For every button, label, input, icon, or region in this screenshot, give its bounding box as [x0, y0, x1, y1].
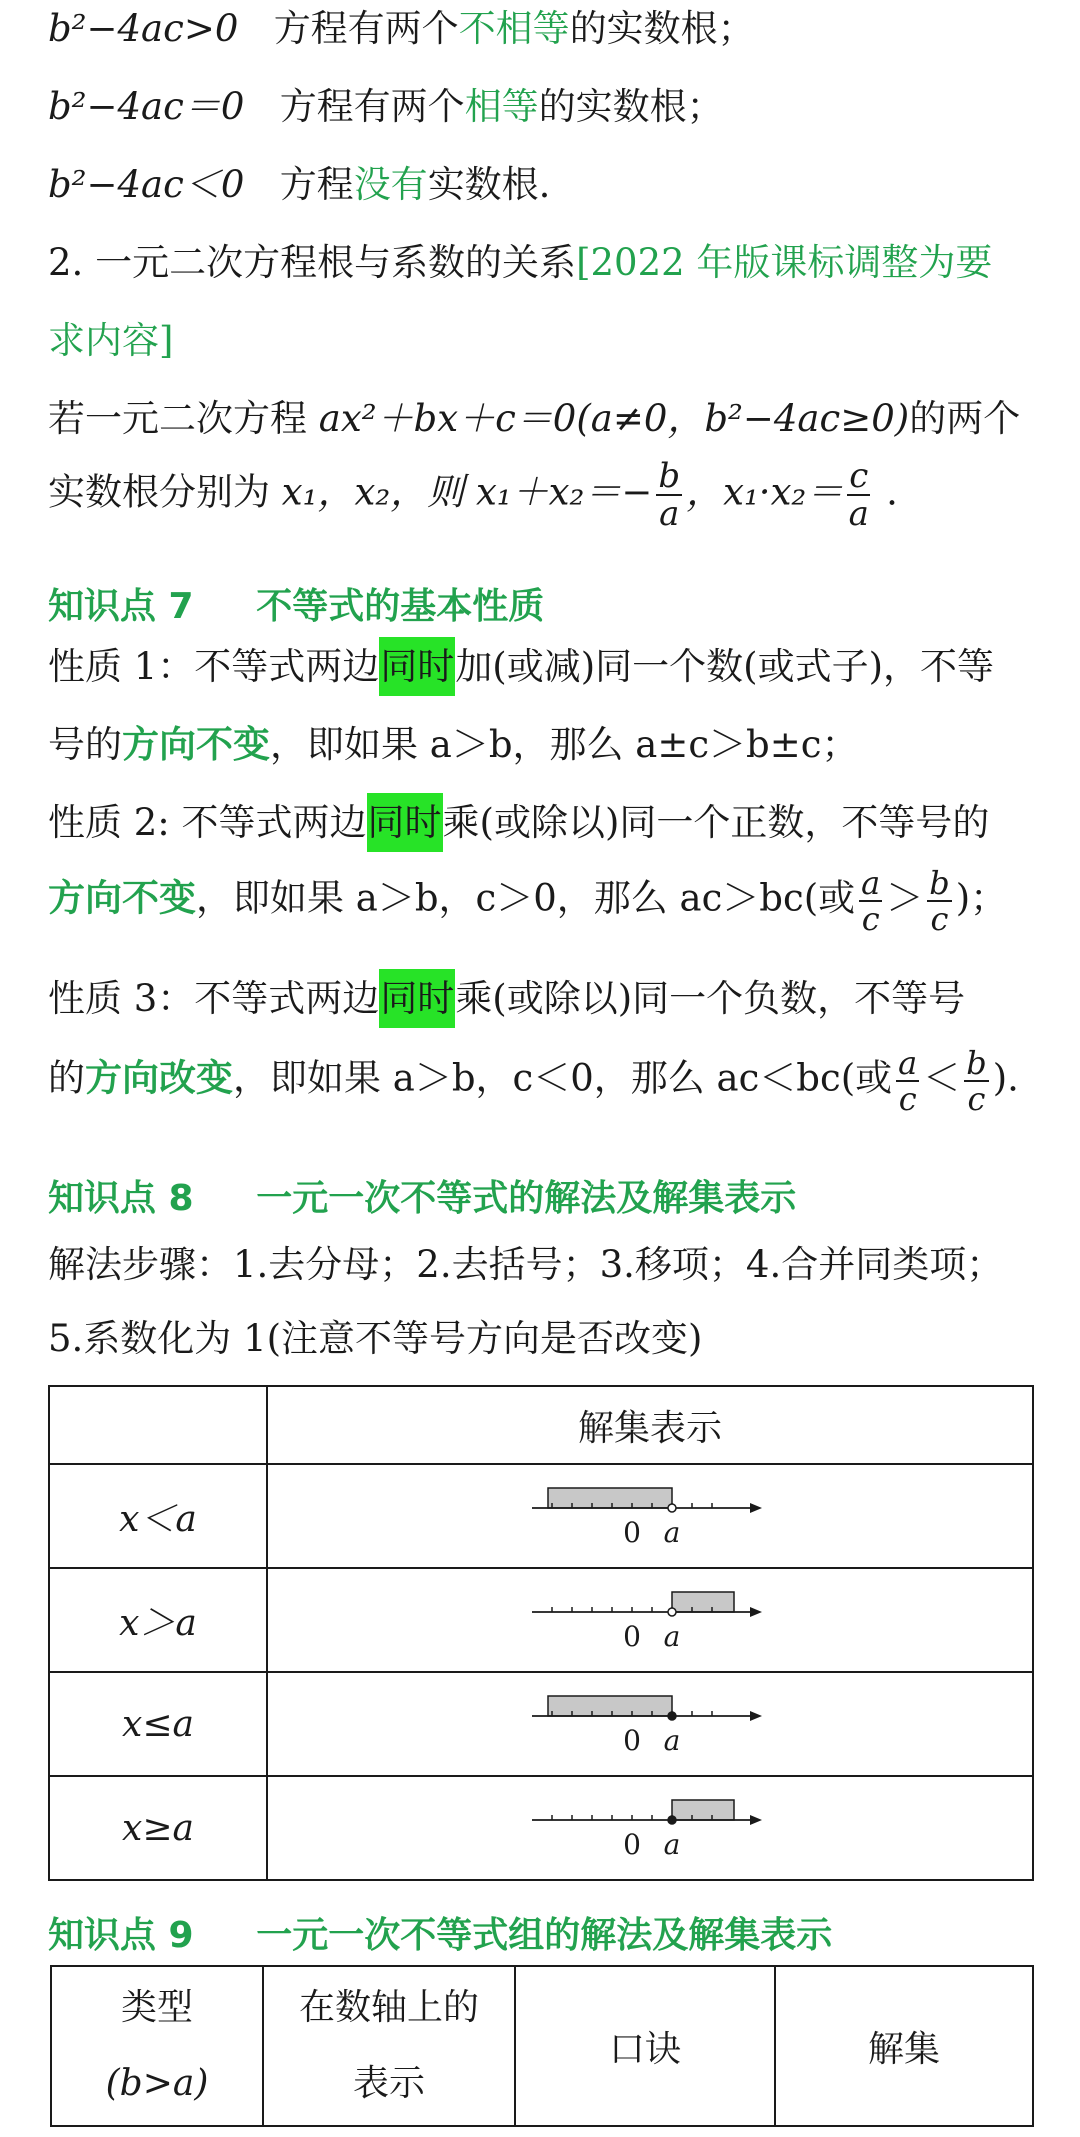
denominator: a: [659, 494, 680, 534]
header-type: [51, 1966, 263, 2126]
section2-text: 的两个: [909, 397, 1021, 440]
discriminant-pre: 方程有两个: [273, 7, 459, 50]
kp7-label: 知识点 7: [48, 586, 194, 627]
fraction-c-over-a: [847, 458, 870, 532]
axis-arrow: [750, 1503, 762, 1513]
open-point: [668, 1608, 676, 1616]
highlight-tongshi: 同时: [379, 969, 455, 1028]
discriminant-post: 的实数根；: [569, 7, 755, 50]
condition: x＞a: [119, 1602, 197, 1644]
period: .: [874, 470, 898, 514]
zero-label: 0: [623, 1516, 641, 1549]
denominator: c: [967, 1080, 986, 1118]
property3-line-1: [48, 977, 966, 1020]
property-text: ，即如果 a＞b，c＞0，那么 ac＞bc(或: [196, 876, 856, 920]
discriminant-post: 的实数根；: [538, 85, 724, 128]
numberline-cell: [267, 1672, 1033, 1776]
property3-line-2: [48, 1046, 1019, 1116]
axis-arrow: [750, 1815, 762, 1825]
condition-cell: [49, 1776, 267, 1880]
direction-changed: 方向改变: [85, 1055, 233, 1100]
property-text: ，即如果 a＞b，c＜0，那么 ac＜bc(或: [233, 1056, 893, 1100]
header-type-label: 类型: [120, 1987, 193, 2028]
root-sum: x₁＋x₂＝−: [475, 470, 653, 514]
header-mnemonic: 口诀: [515, 1966, 775, 2126]
property2-line-1: [48, 801, 990, 844]
section2-text: 若一元二次方程: [48, 397, 319, 440]
discriminant-expr: b²−4ac>0: [48, 7, 239, 50]
solution-region: [548, 1488, 672, 1508]
condition: x≤a: [122, 1703, 194, 1745]
discriminant-line-2: [48, 85, 724, 128]
numberline-cell: [267, 1776, 1033, 1880]
fraction-b-over-c: [964, 1046, 988, 1116]
fraction-b-over-c: [927, 866, 951, 936]
number-line-2: [530, 1684, 770, 1764]
quadratic-equation: ax²＋bx＋c＝0(a≠0，b²−4ac≥0): [318, 397, 910, 440]
property-text: 乘(或除以)同一个负数，不等号: [455, 977, 966, 1020]
discriminant-line-3: [48, 163, 551, 206]
kp8-label: 知识点 8: [48, 1178, 194, 1219]
kp9-heading: [48, 1907, 832, 1958]
header-numberline: [263, 1966, 515, 2126]
number-line-1: [530, 1580, 770, 1660]
section2-text: 实数根分别为: [48, 470, 282, 514]
denominator: a: [848, 494, 869, 534]
table-row: [49, 1672, 1033, 1776]
open-point: [668, 1504, 676, 1512]
table-row: [49, 1776, 1033, 1880]
numerator: b: [966, 1044, 987, 1082]
section2-line-2: [48, 458, 898, 532]
steps-line-2: 5.系数化为 1(注意不等号方向是否改变): [48, 1317, 703, 1360]
discriminant-emphasis: 不相等: [458, 7, 570, 50]
numerator: a: [898, 1044, 918, 1082]
number-line-3: [530, 1788, 770, 1868]
zero-label: 0: [623, 1620, 641, 1653]
a-label: a: [663, 1724, 681, 1757]
closed-point: [668, 1816, 676, 1824]
inequality-system-table: [50, 1965, 1034, 2127]
property-text: 性质 3：不等式两边: [48, 977, 380, 1020]
section2-title-line: [48, 241, 993, 284]
property-text: ).: [992, 1056, 1019, 1100]
condition-cell: [49, 1568, 267, 1672]
kp9-label: 知识点 9: [48, 1915, 194, 1956]
discriminant-expr: b²−4ac＝0: [48, 85, 245, 128]
solution-region: [672, 1800, 734, 1820]
property-text: 号的: [48, 723, 122, 766]
kp9-title: 一元一次不等式组的解法及解集表示: [256, 1915, 833, 1956]
property2-line-2: [48, 866, 1007, 936]
denominator: c: [898, 1080, 917, 1118]
zero-label: 0: [623, 1724, 641, 1757]
numberline-cell: [267, 1568, 1033, 1672]
table-row: [49, 1464, 1033, 1568]
property-text: 性质 2: 不等式两边: [48, 801, 367, 844]
numerator: b: [658, 456, 681, 496]
header-blank: [49, 1386, 267, 1464]
property-text: 性质 1：不等式两边: [48, 645, 380, 688]
roots: x₁，x₂，则: [281, 470, 465, 514]
root-product: ，x₁·x₂＝: [686, 470, 844, 514]
header-type-condition: (b>a): [105, 2063, 209, 2104]
header-solution-set: 解集表示: [267, 1386, 1033, 1464]
condition: x＜a: [119, 1498, 197, 1540]
property-text: 的: [48, 1056, 85, 1100]
closed-point: [668, 1712, 676, 1720]
header-numberline-line1: 在数轴上的: [298, 1987, 479, 2028]
kp8-heading: [48, 1170, 796, 1221]
table-row: [49, 1568, 1033, 1672]
property1-line-1: [48, 645, 995, 688]
section2-title: 2. 一元二次方程根与系数的关系: [48, 241, 577, 284]
solution-set-table: [48, 1385, 1034, 1881]
kp7-heading: [48, 578, 544, 629]
condition: x≥a: [122, 1807, 194, 1849]
steps-line-1: 解法步骤：1.去分母；2.去括号；3.移项；4.合并同类项；: [48, 1243, 1004, 1286]
direction-unchanged: 方向不变: [48, 875, 196, 920]
property1-line-2: [48, 722, 859, 766]
highlight-tongshi: 同时: [367, 793, 443, 852]
property-text: ，即如果 a＞b，那么 a±c＞b±c；: [270, 723, 859, 766]
condition-cell: [49, 1672, 267, 1776]
a-label: a: [663, 1828, 681, 1861]
table-header-row: [51, 1966, 1033, 2126]
numerator: a: [861, 864, 881, 902]
section2-line-1: [48, 397, 1021, 440]
denominator: c: [930, 900, 949, 938]
fraction-a-over-c: [859, 866, 882, 936]
property-text: )；: [955, 876, 1008, 920]
condition-cell: [49, 1464, 267, 1568]
a-label: a: [663, 1620, 681, 1653]
property-text: 加(或减)同一个数(或式子)，不等: [455, 645, 995, 688]
kp7-title: 不等式的基本性质: [256, 586, 545, 627]
solution-region: [672, 1592, 734, 1612]
discriminant-line-1: [48, 7, 755, 50]
property-text: 乘(或除以)同一个正数，不等号的: [442, 801, 990, 844]
discriminant-emphasis: 没有: [353, 163, 428, 206]
discriminant-pre: 方程: [279, 163, 354, 206]
zero-label: 0: [623, 1828, 641, 1861]
discriminant-pre: 方程有两个: [279, 85, 465, 128]
numerator: c: [849, 456, 869, 496]
highlight-tongshi: 同时: [379, 637, 455, 696]
table-header-row: [49, 1386, 1033, 1464]
a-label: a: [663, 1516, 681, 1549]
discriminant-post: 实数根.: [427, 163, 551, 206]
discriminant-expr: b²−4ac＜0: [48, 163, 245, 206]
numberline-cell: [267, 1464, 1033, 1568]
operator: ＜: [923, 1056, 961, 1100]
fraction-b-over-a: [656, 458, 682, 532]
denominator: c: [861, 900, 880, 938]
solution-region: [548, 1696, 672, 1716]
direction-unchanged: 方向不变: [122, 722, 270, 766]
discriminant-emphasis: 相等: [464, 85, 539, 128]
fraction-a-over-c: [896, 1046, 919, 1116]
operator: ＞: [886, 876, 924, 920]
numerator: b: [929, 864, 950, 902]
kp8-title: 一元一次不等式的解法及解集表示: [256, 1178, 797, 1219]
header-numberline-line2: 表示: [352, 2063, 425, 2104]
axis-arrow: [750, 1607, 762, 1617]
section2-note: [2022 年版课标调整为要: [576, 241, 993, 284]
number-line-0: [530, 1476, 770, 1556]
section2-note-cont: 求内容]: [48, 319, 174, 362]
header-solution: 解集: [775, 1966, 1033, 2126]
axis-arrow: [750, 1711, 762, 1721]
